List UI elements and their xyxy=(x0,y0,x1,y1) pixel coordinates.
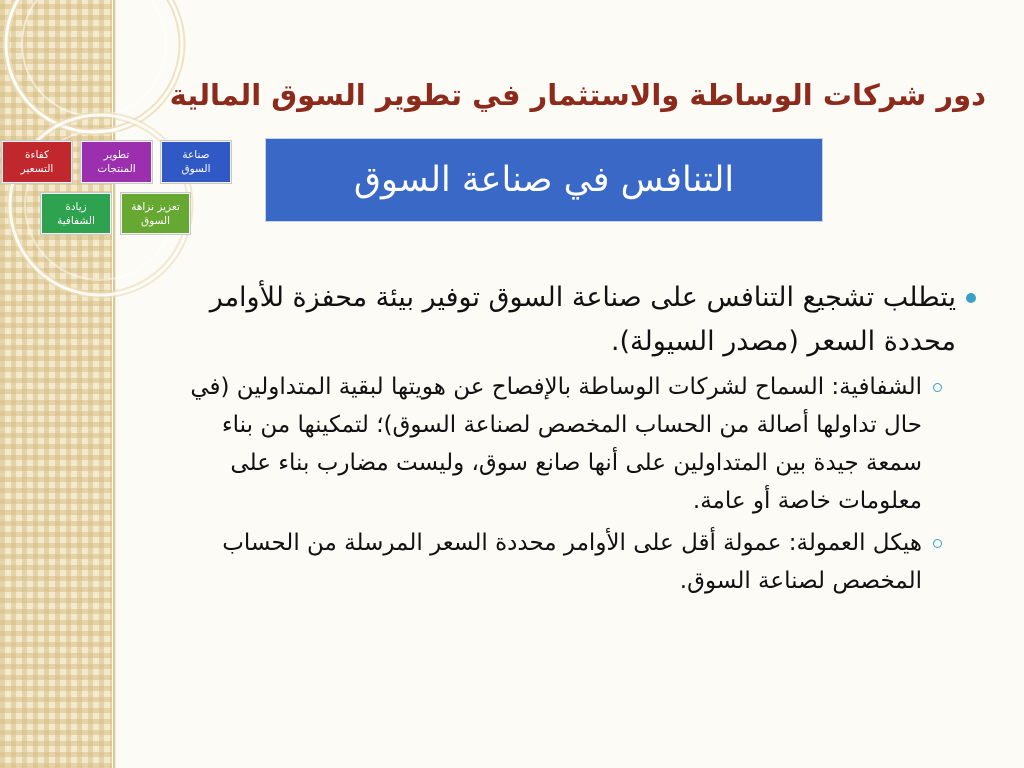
bullet-item-sub-transparency xyxy=(160,368,942,520)
nav-box-label-line: كفاءة xyxy=(25,149,49,161)
slide-title: دور شركات الوساطة والاستثمار في تطوير السوق المالية xyxy=(169,78,986,112)
nav-box-label-line: تعزيز نزاهة xyxy=(131,200,180,213)
nav-box-label-line: السوق xyxy=(181,163,211,175)
bullet-item-main xyxy=(160,276,976,364)
nav-box-label-line: صناعة xyxy=(182,149,210,161)
section-banner xyxy=(265,138,823,222)
nav-box-pricing-efficiency[interactable] xyxy=(2,141,72,183)
nav-box-label-line: السوق xyxy=(140,214,171,227)
nav-box-label-line: المنتجات xyxy=(97,163,136,175)
bullet-text: يتطلب تشجيع التنافس على صناعة السوق توفير بيئة محفزة للأوامر محددة السعر (مصدر السيولة). xyxy=(209,282,956,357)
nav-box-label-line: تطوير xyxy=(103,149,130,161)
bullet-text: الشفافية: السماح لشركات الوساطة بالإفصاح عن هويتها لبقية المتداولين (في حال تداولها أصالة من الحساب المخصص لصناعة السوق)؛ لتمكينها من بناء سمعة جيدة بين المتداولين على أنها صانع سوق، وليست مضارب بناء على معلومات خاصة أو عامة. xyxy=(190,374,922,514)
nav-box-market-making[interactable] xyxy=(161,141,231,183)
side-plaid-strip xyxy=(0,0,112,768)
nav-box-label-line: الشفافية xyxy=(57,214,95,227)
nav-box-label-line: زيادة xyxy=(65,200,87,213)
nav-box-label-line: التسعير xyxy=(20,163,54,175)
hollow-circle-bullet-icon xyxy=(933,383,942,392)
hollow-circle-bullet-icon xyxy=(933,539,942,548)
section-banner-text: التنافس في صناعة السوق xyxy=(353,160,735,200)
strip-divider-line xyxy=(112,0,116,768)
slide-body xyxy=(160,276,976,604)
nav-box-transparency[interactable] xyxy=(41,193,111,234)
nav-box-market-integrity[interactable] xyxy=(121,193,190,234)
nav-box-product-development[interactable] xyxy=(81,141,152,183)
bullet-text: هيكل العمولة: عمولة أقل على الأوامر محددة السعر المرسلة من الحساب المخصص لصناعة السوق. xyxy=(222,530,922,594)
bullet-item-sub-commission xyxy=(160,524,942,600)
filled-circle-bullet-icon xyxy=(966,293,976,303)
